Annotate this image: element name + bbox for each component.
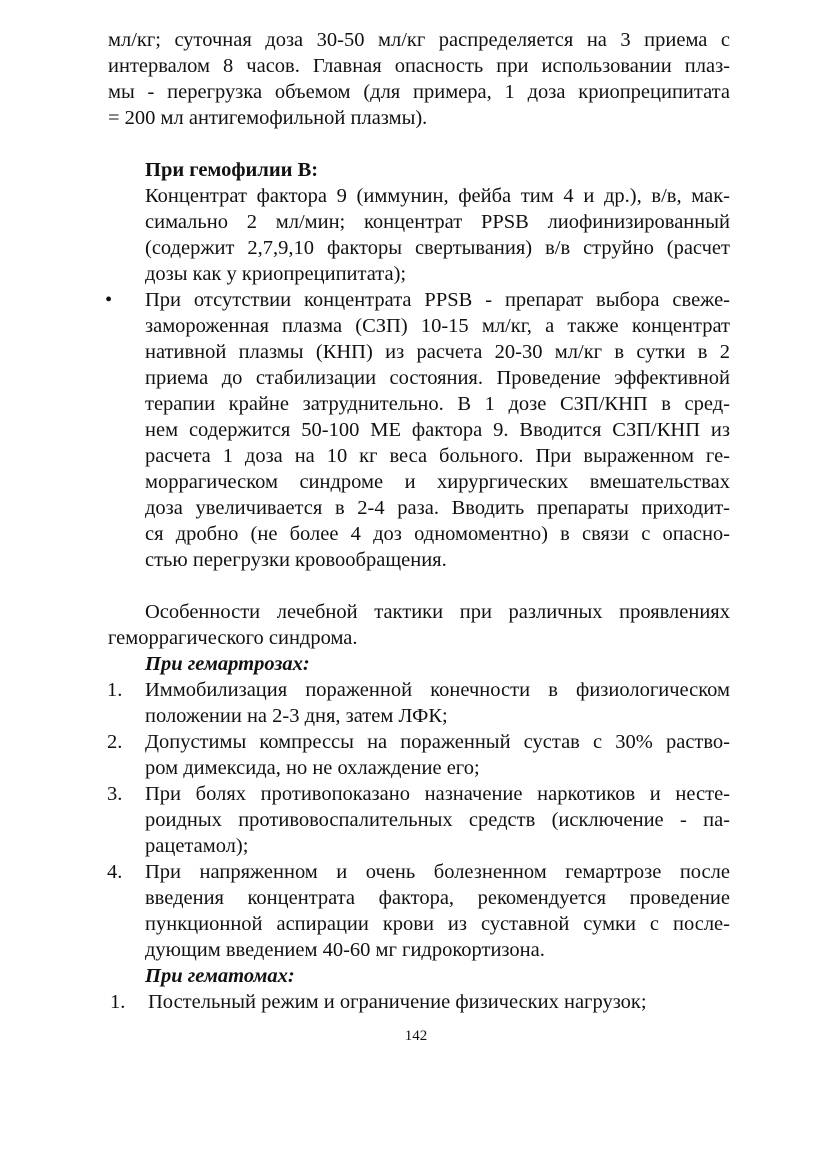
bullet-marker: • (105, 289, 113, 311)
text-line: Особенности лечебной тактики при различных проявлениях (145, 601, 730, 623)
text-line: интервалом 8 часов. Главная опасность при использовании плаз- (108, 55, 730, 77)
text-line: нем содержится 50-100 МЕ фактора 9. Вводится СЗП/КНП из (145, 419, 730, 441)
text-line: нативной плазмы (КНП) из расчета 20-30 мл/кг в сутки в 2 (145, 341, 730, 363)
text-line: Постельный режим и ограничение физических нагрузок; (148, 991, 647, 1013)
text-line: При напряженном и очень болезненном гемартрозе после (145, 861, 730, 883)
text-line: мл/кг; суточная доза 30-50 мл/кг распределяется на 3 приема с (108, 29, 730, 51)
text-line: расчета 1 доза на 10 кг веса больного. При выраженном ге- (145, 445, 730, 467)
list-number: 1. (110, 991, 126, 1013)
list-number: 3. (107, 783, 123, 805)
text-line: При отсутствии концентрата PPSB - препарат выбора свеже- (145, 289, 730, 311)
text-line: приема до стабилизации состояния. Проведение эффективной (145, 367, 730, 389)
text-line: стью перегрузки кровообращения. (145, 549, 447, 571)
text-line: ром димексида, но не охлаждение его; (145, 757, 480, 779)
text-line: дозы как у криопреципитата); (145, 263, 407, 285)
text-line: Допустимы компрессы на пораженный сустав с 30% раство- (145, 731, 730, 753)
list-number: 1. (107, 679, 123, 701)
text-line: моррагическом синдроме и хирургических вмешательствах (145, 471, 730, 493)
text-line: геморрагического синдрома. (108, 627, 358, 649)
text-line: дующим введением 40-60 мг гидрокортизона. (145, 939, 545, 961)
text-line: симально 2 мл/мин; концентрат PPSB лиофинизированный (145, 211, 730, 233)
section-heading: При гемартрозах: (145, 653, 310, 675)
text-line: терапии крайне затруднительно. В 1 дозе СЗП/КНП в сред- (145, 393, 730, 415)
list-number: 2. (107, 731, 123, 753)
text-line: положении на 2-3 дня, затем ЛФК; (145, 705, 448, 727)
page-number: 142 (404, 1028, 428, 1044)
text-line: замороженная плазма (СЗП) 10-15 мл/кг, а также концентрат (145, 315, 730, 337)
text-line: (содержит 2,7,9,10 факторы свертывания) в/в струйно (расчет (145, 237, 730, 259)
text-line: доза увеличивается в 2-4 раза. Вводить препараты приходит- (145, 497, 730, 519)
text-line: Иммобилизация пораженной конечности в физиологическом (145, 679, 730, 701)
text-line: Концентрат фактора 9 (иммунин, фейба тим 4 и др.), в/в, мак- (145, 185, 730, 207)
text-line: пункционной аспирации крови из суставной сумки с после- (145, 913, 730, 935)
text-line: роидных противовоспалительных средств (исключение - па- (145, 809, 730, 831)
text-line: ся дробно (не более 4 доз одномоментно) в связи с опасно- (145, 523, 730, 545)
text-line: мы - перегрузка объемом (для примера, 1 доза криопреципитата (108, 81, 730, 103)
list-number: 4. (107, 861, 123, 883)
text-line: При болях противопоказано назначение наркотиков и несте- (145, 783, 730, 805)
text-line: введения концентрата фактора, рекомендуется проведение (145, 887, 730, 909)
section-heading: При гематомах: (145, 965, 295, 987)
section-heading: При гемофилии В: (145, 159, 319, 181)
text-line: рацетамол); (145, 835, 249, 857)
text-line: = 200 мл антигемофильной плазмы). (108, 107, 428, 129)
